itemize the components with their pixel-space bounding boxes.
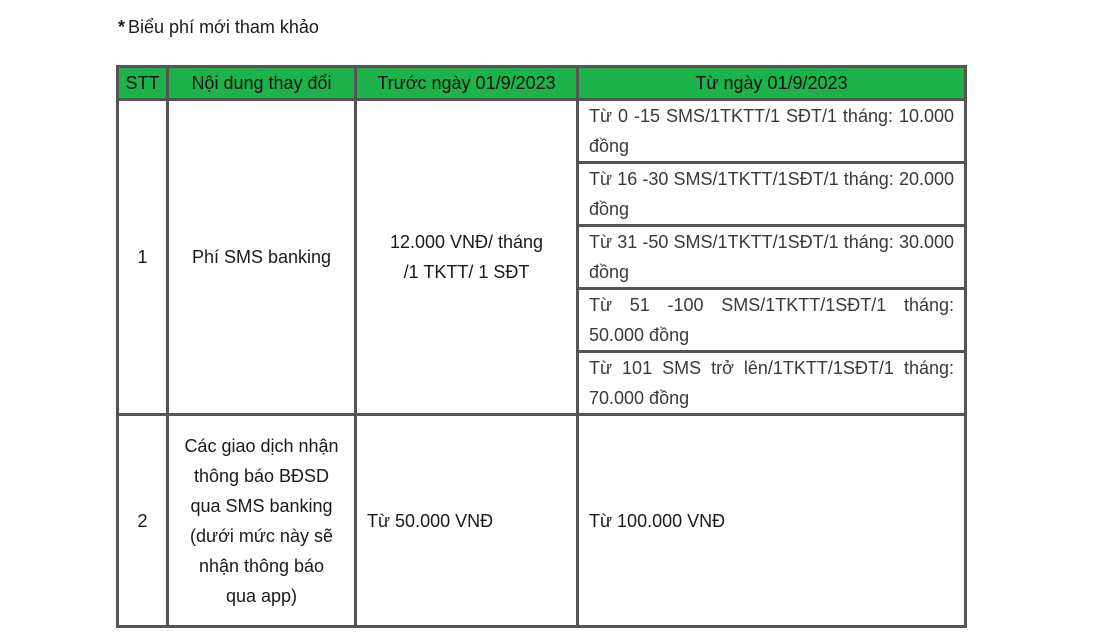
row1-stt: 1	[118, 100, 168, 415]
header-content: Nội dung thay đổi	[168, 67, 356, 100]
table-header-row	[118, 67, 966, 100]
row2-stt: 2	[118, 415, 168, 627]
header-stt: STT	[118, 67, 168, 100]
table-row	[118, 415, 966, 627]
row1-tier-1: Từ 0 -15 SMS/1TKTT/1 SĐT/1 tháng: 10.000 đồng	[578, 100, 966, 163]
row1-before-text: 12.000 VNĐ/ tháng /1 TKTT/ 1 SĐT	[389, 232, 544, 282]
row2-before: Từ 50.000 VNĐ	[356, 415, 578, 627]
note-asterisk: *	[118, 17, 126, 37]
header-after: Từ ngày 01/9/2023	[578, 67, 966, 100]
table-row	[118, 100, 966, 163]
row1-content: Phí SMS banking	[168, 100, 356, 415]
fee-note	[118, 17, 319, 38]
row2-after: Từ 100.000 VNĐ	[578, 415, 966, 627]
note-text: Biểu phí mới tham khảo	[128, 17, 319, 37]
row1-tier-3: Từ 31 -50 SMS/1TKTT/1SĐT/1 tháng: 30.000 đồng	[578, 226, 966, 289]
fee-table	[116, 65, 967, 628]
row1-before	[356, 100, 578, 415]
header-before: Trước ngày 01/9/2023	[356, 67, 578, 100]
row1-tier-5: Từ 101 SMS trở lên/1TKTT/1SĐT/1 tháng: 70.000 đồng	[578, 352, 966, 415]
row2-content	[168, 415, 356, 627]
row2-content-text: Các giao dịch nhận thông báo BĐSD qua SMS banking (dưới mức này sẽ nhận thông báo qua app)	[184, 435, 339, 606]
row1-tier-4: Từ 51 -100 SMS/1TKTT/1SĐT/1 tháng: 50.000 đồng	[578, 289, 966, 352]
row1-tier-2: Từ 16 -30 SMS/1TKTT/1SĐT/1 tháng: 20.000 đồng	[578, 163, 966, 226]
